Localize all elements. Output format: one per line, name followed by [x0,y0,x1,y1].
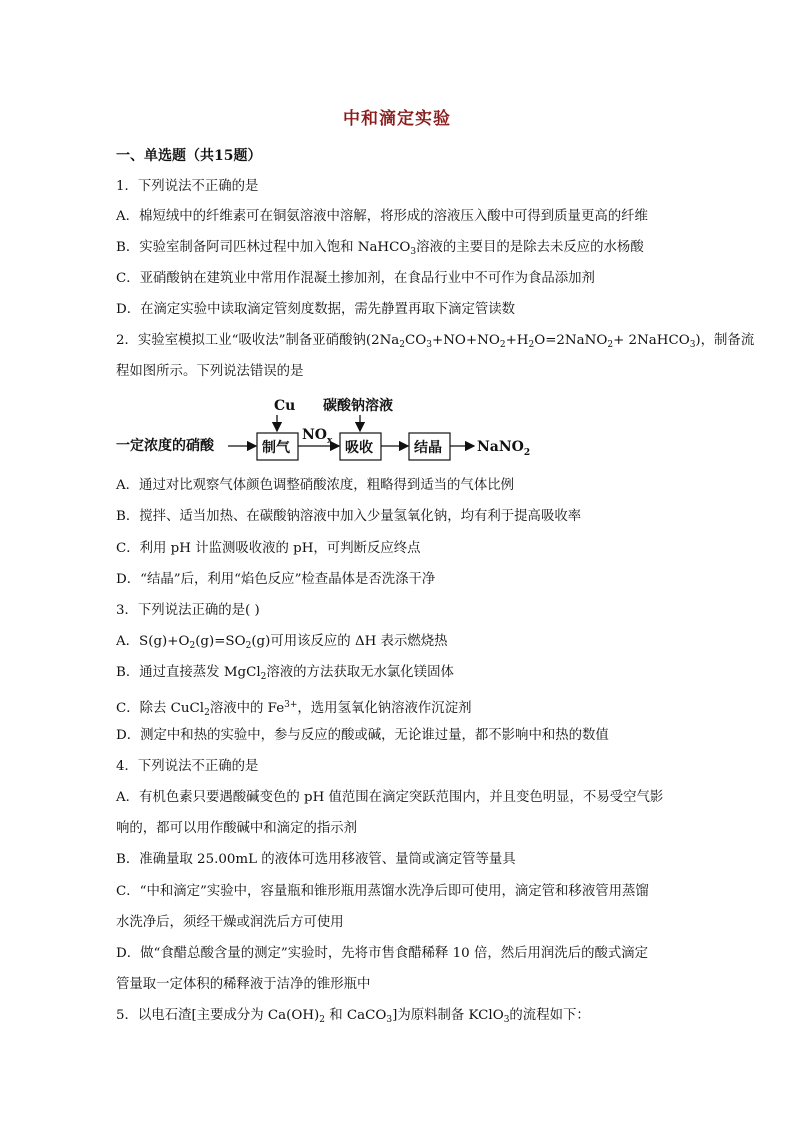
q2-option-a: A．通过对比观察气体颜色调整硝酸浓度，粗略得到适当的气体比例 [116,478,514,493]
q4-option-b: B．准确量取 25.00mL 的液体可选用移液管、量筒或滴定管等量具 [116,852,516,867]
process-flow-diagram [116,394,536,464]
q3-option-d: D．测定中和热的实验中，参与反应的酸或碱，无论谁过量，都不影响中和热的数值 [116,728,609,743]
flow-box1-label: 制气 [262,440,290,456]
gas-nox-label: $NO_x$ [302,427,333,446]
q4-option-d-line1: D．做“食醋总酸含量的测定”实验时，先将市售食醋稀释 10 倍，然后用润洗后的酸式滴定 [116,946,649,961]
q3-stem: 3．下列说法正确的是( ) [116,603,260,618]
q4-option-a-line2: 响的，都可以用作酸碱中和滴定的指示剂 [116,821,358,836]
q4-option-d-line2: 管量取一定体积的稀释液于洁净的锥形瓶中 [116,977,371,992]
q2-stem-line1: 2．实验室模拟工业“吸收法”制备亚硝酸钠($2Na_2CO_3+NO+NO_2+H_2O=2NaNO_2+$ 2NaHCO$_3$)，制备流 [116,333,755,350]
q1-stem: 1．下列说法不正确的是 [116,179,259,194]
q1-option-c: C．亚硝酸钠在建筑业中常用作混凝土掺加剂，在食品行业中不可作为食品添加剂 [116,271,595,286]
flow-start-label: 一定浓度的硝酸 [116,438,214,454]
q3-option-c: C．除去 CuCl$_2$溶液中的 $Fe^{3+}$，选用氢氧化钠溶液作沉淀剂 [116,700,472,718]
flow-box3-label: 结晶 [414,440,442,456]
q4-option-a-line1: A．有机色素只要遇酸碱变色的 pH 值范围在滴定突跃范围内，并且变色明显，不易受空气影 [116,790,664,805]
section-heading: 一、单选题（共15题） [116,148,262,164]
q2-option-b: B．搅拌、适当加热、在碳酸钠溶液中加入少量氢氧化钠，均有利于提高吸收率 [116,509,582,524]
q2-option-c: C．利用 pH 计监测吸收液的 pH，可判断反应终点 [116,541,421,556]
input-cu-label: Cu [274,398,296,414]
q3-option-b: B．通过直接蒸发 MgCl$_2$溶液的方法获取无水氯化镁固体 [116,665,454,682]
flow-box2-label: 吸收 [345,440,373,456]
q1-option-b: B．实验室制备阿司匹林过程中加入饱和 NaHCO$_3$溶液的主要目的是除去未反应的水杨酸 [116,240,644,257]
page-title: 中和滴定实验 [343,109,451,129]
q2-option-d: D．“结晶”后，利用“焰色反应”检查晶体是否洗涤干净 [116,572,436,587]
q4-option-c-line2: 水洗净后，须经干燥或润洗后方可使用 [116,915,344,930]
q5-stem: 5．以电石渣[主要成分为 $Ca(OH)_2$ 和 CaCO$_3$]为原料制备 KClO$_3$的流程如下： [116,1008,590,1025]
q2-stem-line2: 程如图所示。下列说法错误的是 [116,364,304,379]
q4-stem: 4．下列说法不正确的是 [116,759,259,774]
q1-option-a: A．棉短绒中的纤维素可在铜氨溶液中溶解，将形成的溶液压入酸中可得到质量更高的纤维 [116,209,648,224]
q4-option-c-line1: C．“中和滴定”实验中，容量瓶和锥形瓶用蒸馏水洗净后即可使用，滴定管和移液管用蒸馏 [116,884,649,899]
flow-product-label: NaNO$_2$ [477,439,531,458]
q1-option-d: D．在滴定实验中读取滴定管刻度数据，需先静置再取下滴定管读数 [116,302,516,317]
input-sodium-carbonate-label: 碳酸钠溶液 [323,398,393,414]
q3-option-a: A．$S(g)+O_2(g)=SO_2(g)$可用该反应的 ΔH 表示燃烧热 [116,634,448,651]
